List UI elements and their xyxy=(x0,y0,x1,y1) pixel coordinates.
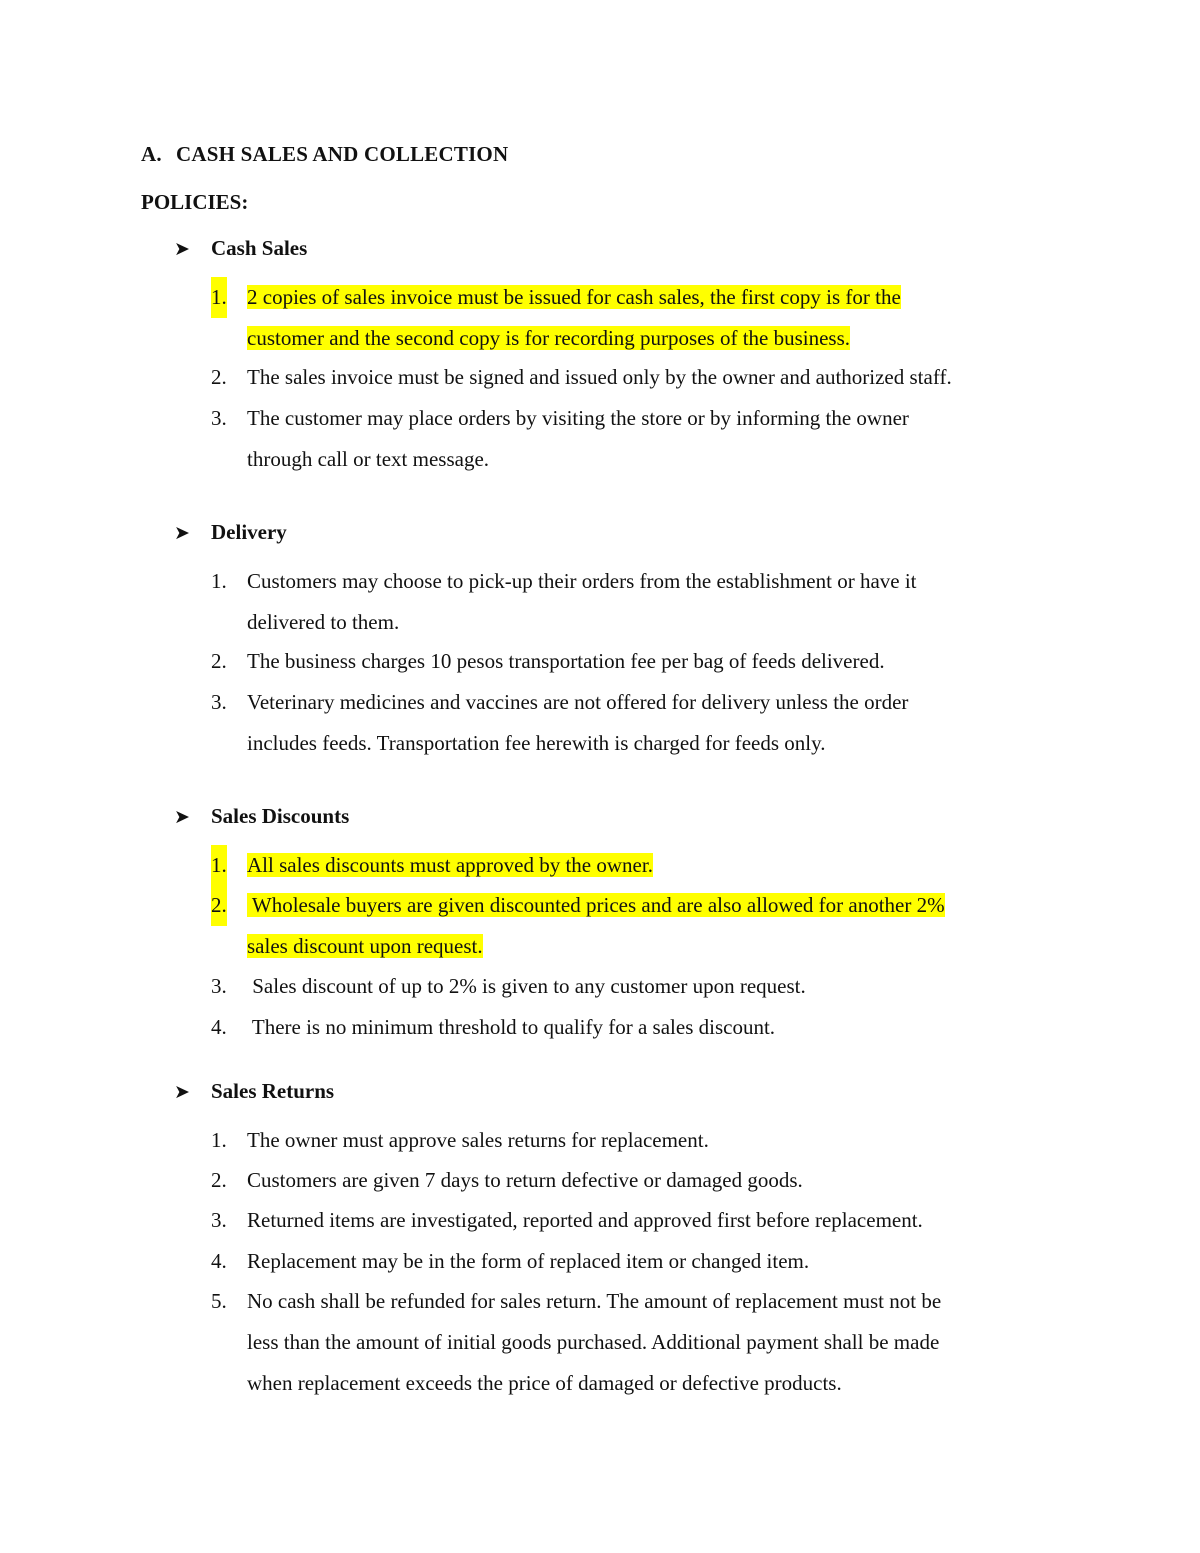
text-line: through call or text message. xyxy=(247,447,490,471)
list-number: 4. xyxy=(211,1015,227,1039)
section-title-sales-discounts xyxy=(174,804,349,829)
list-item-text xyxy=(247,682,1041,764)
text-line: Returned items are investigated, reported and approved first before replacement. xyxy=(247,1208,923,1232)
text-line: Sales discount of up to 2% is given to any customer upon request. xyxy=(247,974,806,998)
arrow-bullet-icon: ➤ xyxy=(174,1081,190,1103)
list-item-text xyxy=(247,1281,1041,1404)
list-item xyxy=(211,641,1041,682)
section-title-text: Sales Returns xyxy=(211,1079,335,1103)
list-number: 1. xyxy=(211,1128,227,1152)
list-item xyxy=(211,966,1041,1007)
list-number: 1. xyxy=(211,277,227,318)
heading-number: A. xyxy=(141,142,162,166)
list-number: 1. xyxy=(211,845,227,886)
list-item-text xyxy=(247,357,1041,398)
list-number: 3. xyxy=(211,690,227,714)
text-line: Customers are given 7 days to return defective or damaged goods. xyxy=(247,1168,803,1192)
list-number: 2. xyxy=(211,885,227,926)
text-line: delivered to them. xyxy=(247,610,400,634)
section-heading xyxy=(141,142,508,167)
list-item-text xyxy=(247,845,1041,886)
list-item-text xyxy=(247,561,1041,643)
text-line: Replacement may be in the form of replaced item or changed item. xyxy=(247,1249,810,1273)
list-number: 2. xyxy=(211,365,227,389)
section-title-delivery xyxy=(174,520,287,545)
text-line: includes feeds. Transportation fee herewith is charged for feeds only. xyxy=(247,731,826,755)
policies-label: POLICIES: xyxy=(141,190,249,214)
list-item xyxy=(211,885,1041,967)
text-line: The business charges 10 pesos transportation fee per bag of feeds delivered. xyxy=(247,649,885,673)
list-item xyxy=(211,561,1041,643)
text-line: Customers may choose to pick-up their orders from the establishment or have it xyxy=(247,569,917,593)
heading-text: CASH SALES AND COLLECTION xyxy=(176,142,509,166)
list-item-text xyxy=(247,966,1041,1007)
list-number: 2. xyxy=(211,1168,227,1192)
text-line: The owner must approve sales returns for replacement. xyxy=(247,1128,709,1152)
text-line: All sales discounts must approved by the owner. xyxy=(247,853,653,877)
list-item xyxy=(211,1007,1041,1048)
list-number: 2. xyxy=(211,649,227,673)
list-item xyxy=(211,277,1041,359)
list-item-text xyxy=(247,1160,1041,1201)
text-line: sales discount upon request. xyxy=(247,934,483,958)
section-title-text: Cash Sales xyxy=(211,236,308,260)
list-item xyxy=(211,682,1041,764)
list-item xyxy=(211,1120,1041,1161)
list-item xyxy=(211,1200,1041,1241)
text-line: No cash shall be refunded for sales return. The amount of replacement must not be xyxy=(247,1289,942,1313)
text-line: There is no minimum threshold to qualify for a sales discount. xyxy=(247,1015,776,1039)
list-item-text xyxy=(247,885,1041,967)
list-number: 1. xyxy=(211,569,227,593)
list-item xyxy=(211,1241,1041,1282)
list-item xyxy=(211,845,1041,886)
text-line: less than the amount of initial goods purchased. Additional payment shall be made xyxy=(247,1330,940,1354)
arrow-bullet-icon: ➤ xyxy=(174,522,190,544)
list-item xyxy=(211,1160,1041,1201)
list-number: 3. xyxy=(211,974,227,998)
text-line: customer and the second copy is for recording purposes of the business. xyxy=(247,326,851,350)
list-item xyxy=(211,398,1041,480)
section-title-text: Delivery xyxy=(211,520,287,544)
list-item xyxy=(211,1281,1041,1404)
section-title-sales-returns xyxy=(174,1079,334,1104)
arrow-bullet-icon: ➤ xyxy=(174,238,190,260)
list-item-text xyxy=(247,641,1041,682)
arrow-bullet-icon: ➤ xyxy=(174,806,190,828)
list-item-text xyxy=(247,1007,1041,1048)
text-line: when replacement exceeds the price of damaged or defective products. xyxy=(247,1371,842,1395)
section-title-cash-sales xyxy=(174,236,307,261)
list-number: 3. xyxy=(211,406,227,430)
list-item-text xyxy=(247,1200,1041,1241)
list-number: 4. xyxy=(211,1249,227,1273)
list-number: 5. xyxy=(211,1289,227,1313)
text-line: 2 copies of sales invoice must be issued for cash sales, the first copy is for the xyxy=(247,285,901,309)
text-line: The sales invoice must be signed and issued only by the owner and authorized staff. xyxy=(247,365,952,389)
list-item-text xyxy=(247,277,1041,359)
text-line: The customer may place orders by visiting the store or by informing the owner xyxy=(247,406,909,430)
list-item-text xyxy=(247,1120,1041,1161)
list-item xyxy=(211,357,1041,398)
text-line: Wholesale buyers are given discounted prices and are also allowed for another 2% xyxy=(247,893,945,917)
list-number: 3. xyxy=(211,1208,227,1232)
list-item-text xyxy=(247,1241,1041,1282)
section-title-text: Sales Discounts xyxy=(211,804,350,828)
text-line: Veterinary medicines and vaccines are not offered for delivery unless the order xyxy=(247,690,909,714)
list-item-text xyxy=(247,398,1041,480)
